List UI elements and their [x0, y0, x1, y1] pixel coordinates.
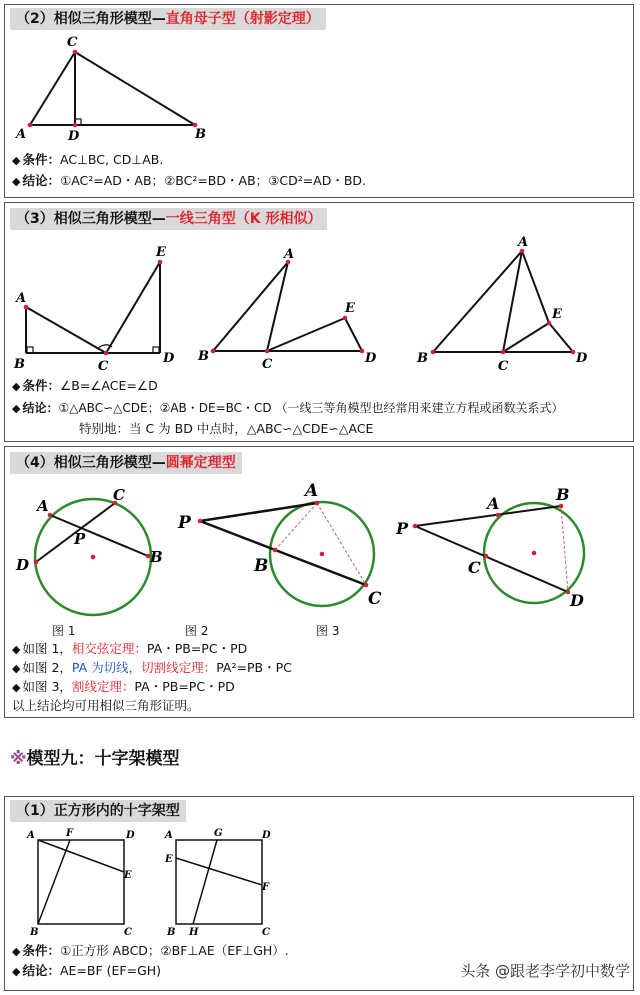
figure-2-caption: 图 2 [185, 624, 209, 638]
svg-text:B: B [254, 556, 269, 576]
svg-text:D: D [262, 830, 271, 841]
section-3-title-highlight: 一线三角型（K 形相似） [165, 211, 322, 227]
svg-text:A: A [16, 291, 27, 306]
section-4-line-3: ◆ 如图 3，割线定理：PA・PB=PC・PD [12, 679, 235, 694]
point-C: C [67, 35, 78, 50]
point-D: D [68, 129, 80, 144]
svg-text:B: B [150, 548, 163, 566]
diamond-bullet-icon: ◆ [12, 945, 21, 958]
svg-text:B: B [30, 927, 39, 938]
svg-text:F: F [262, 882, 270, 893]
svg-text:C: C [468, 558, 481, 577]
section-3-condition: ◆ 条件：∠B=∠ACE=∠D [12, 378, 158, 393]
figure-1-caption: 图 1 [52, 624, 76, 638]
svg-text:A: A [487, 494, 500, 513]
watermark: 头条 @跟老李学初中数学 [460, 962, 630, 980]
reference-mark-icon: ※ [10, 749, 27, 769]
svg-text:D: D [163, 351, 175, 366]
diamond-bullet-icon: ◆ [12, 681, 21, 694]
section-2-title-highlight: 直角母子型（射影定理） [165, 11, 320, 27]
section-4-line-1: ◆ 如图 1，相交弦定理：PA・PB=PC・PD [12, 641, 248, 656]
square-cross-figure-1 [26, 828, 135, 938]
svg-text:C: C [113, 486, 125, 504]
svg-text:E: E [156, 245, 166, 260]
svg-text:F: F [66, 828, 74, 839]
section-2-condition: ◆ 条件：AC⊥BC, CD⊥AB. [12, 152, 164, 167]
section-2-num: （2） [16, 11, 54, 27]
svg-text:P: P [396, 519, 409, 538]
diamond-bullet-icon: ◆ [12, 643, 21, 656]
model-9-heading: ※模型九：十字架模型 [10, 749, 180, 769]
svg-text:A: A [305, 481, 319, 501]
svg-text:C: C [498, 359, 509, 374]
svg-text:H: H [189, 927, 199, 938]
point-A: A [16, 127, 27, 142]
svg-text:E: E [124, 870, 132, 881]
svg-text:B: B [198, 349, 209, 364]
section-3-header: （3）相似三角形模型—一线三角型（K 形相似） [10, 208, 327, 230]
svg-text:D: D [16, 556, 30, 574]
section-4-title-highlight: 圆幂定理型 [165, 455, 236, 471]
svg-text:C: C [262, 357, 273, 372]
svg-text:D: D [126, 830, 135, 841]
svg-text:E: E [345, 301, 355, 316]
svg-text:E: E [165, 854, 173, 865]
diamond-bullet-icon: ◆ [12, 380, 21, 393]
svg-text:B: B [14, 357, 25, 372]
section-9-1-header: （1）正方形内的十字架型 [10, 800, 186, 822]
svg-text:C: C [262, 927, 270, 938]
section-2-conclusion: ◆ 结论：①AC²=AD・AB；②BC²=BD・AB；③CD²=AD・BD. [12, 173, 367, 188]
svg-text:C: C [368, 589, 382, 609]
section-4-note: 以上结论均可用相似三角形证明。 [12, 698, 200, 713]
section-9-1-conclusion: ◆ 结论：AE=BF (EF=GH) [12, 963, 162, 978]
section-3-special: 特别地：当 C 为 BD 中点时，△ABC∽△CDE∽△ACE [79, 421, 374, 436]
section-3-conclusion: ◆ 结论：①△ABC∽△CDE；②AB・DE=BC・CD （一线三等角模型也经常用来建立方程或函数关系式） [12, 401, 564, 415]
diamond-bullet-icon: ◆ [12, 175, 21, 188]
svg-text:P: P [74, 530, 86, 548]
svg-text:A: A [284, 247, 295, 262]
diamond-bullet-icon: ◆ [12, 965, 21, 978]
square-cross-figure-2 [164, 828, 271, 938]
svg-text:P: P [178, 513, 191, 533]
svg-text:D: D [570, 591, 584, 610]
svg-text:D: D [365, 351, 377, 366]
diamond-bullet-icon: ◆ [12, 154, 21, 167]
svg-text:C: C [98, 359, 109, 374]
svg-text:B: B [417, 351, 428, 366]
svg-text:A: A [37, 497, 49, 515]
svg-text:C: C [124, 927, 132, 938]
point-B: B [195, 127, 206, 142]
svg-text:A: A [165, 830, 173, 841]
svg-text:E: E [552, 307, 562, 322]
section-9-1-condition: ◆ 条件：①正方形 ABCD；②BF⊥AE（EF⊥GH）. [12, 943, 289, 958]
svg-text:B: B [167, 927, 176, 938]
svg-text:G: G [214, 828, 223, 839]
section-4-line-2: ◆ 如图 2，PA 为切线，切割线定理：PA²=PB・PC [12, 660, 292, 675]
svg-text:A: A [518, 235, 529, 250]
svg-text:A: A [27, 830, 35, 841]
section-4-header: （4）相似三角形模型—圆幂定理型 [10, 452, 242, 474]
svg-text:B: B [556, 485, 570, 504]
figure-3-caption: 图 3 [316, 624, 340, 638]
section-2-title: 相似三角形模型— [53, 11, 166, 27]
diamond-bullet-icon: ◆ [12, 402, 21, 415]
diamond-bullet-icon: ◆ [12, 662, 21, 675]
svg-text:D: D [576, 351, 588, 366]
